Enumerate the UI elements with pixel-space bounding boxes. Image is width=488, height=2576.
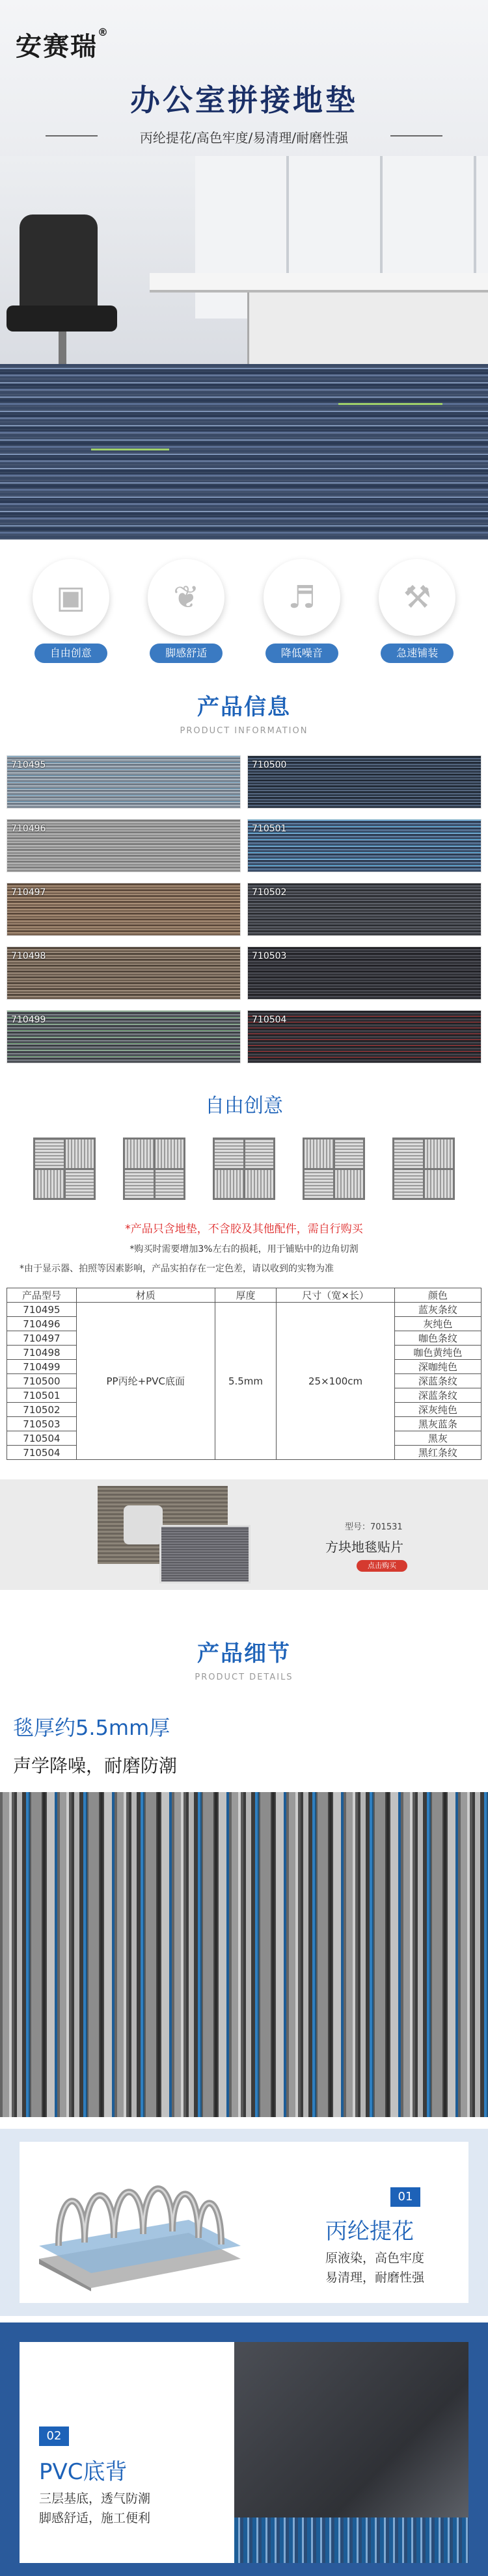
thickness-headline: 毯厚约5.5mm厚 — [13, 1715, 170, 1740]
product-details-section — [0, 1635, 488, 2576]
free-creative-section — [0, 1089, 488, 1275]
brand-name: 安赛瑞 — [16, 32, 98, 62]
notice-red: *产品只含地垫，不含胶及其他配件，需自行购买 — [125, 1223, 363, 1236]
section-heading — [0, 1635, 488, 1682]
section-subtitle: PRODUCT DETAILS — [195, 1672, 293, 1682]
cell-model: 710498 — [7, 1346, 77, 1360]
frame-icon: ▣ — [33, 559, 109, 636]
cell-color: 深灰纯色 — [394, 1403, 481, 1417]
column-header: 颜色 — [394, 1288, 481, 1303]
cell-model: 710495 — [7, 1303, 77, 1317]
divider-line — [390, 135, 442, 137]
cell-model: 710503 — [7, 1417, 77, 1431]
description-line: 三层基底，透气防潮 — [39, 2491, 151, 2506]
pp-card — [20, 2142, 468, 2303]
swatch-710499[interactable] — [7, 1010, 241, 1063]
swatch-710497[interactable] — [7, 883, 241, 936]
cell-model: 710500 — [7, 1374, 77, 1388]
feature-label: 急速铺装 — [381, 644, 454, 663]
speaker-ear-icon: ♬ — [264, 559, 340, 636]
layout-example — [213, 1138, 275, 1200]
cell-color: 深蓝条纹 — [394, 1374, 481, 1388]
cell-thickness: 5.5mm — [215, 1303, 277, 1460]
feature-label: 自由创意 — [34, 644, 107, 663]
cell-color: 黑灰蓝条 — [394, 1417, 481, 1431]
sticker-sample-image — [159, 1525, 251, 1583]
swatch-code: 710503 — [252, 951, 287, 961]
section-subtitle: PRODUCT INFORMATION — [180, 726, 308, 736]
swatch-code: 710498 — [11, 951, 46, 961]
cell-color: 深蓝条纹 — [394, 1388, 481, 1403]
pvc-backing-panel — [0, 2322, 488, 2576]
feature-description — [325, 2248, 424, 2287]
description-line: 脚感舒适，施工便利 — [39, 2511, 151, 2525]
carpet-closeup-image — [0, 1792, 488, 2117]
swatch-code: 710502 — [252, 887, 287, 898]
chair-back — [20, 215, 98, 312]
sticker-promo[interactable] — [0, 1479, 488, 1590]
column-header: 产品型号 — [7, 1288, 77, 1303]
column-header: 材质 — [76, 1288, 215, 1303]
table-row — [7, 1303, 481, 1317]
feature-list — [0, 540, 488, 670]
swatch-code: 710499 — [11, 1015, 46, 1025]
feature-number: 02 — [39, 2426, 69, 2446]
cell-color: 深咖纯色 — [394, 1360, 481, 1374]
swatch-710503[interactable] — [247, 946, 481, 1000]
notice-color-diff: *由于显示器、拍照等因素影响，产品实拍存在一定色差，请以收到的实物为准 — [20, 1264, 334, 1274]
brand-logo — [16, 26, 109, 63]
cell-model: 710504 — [7, 1431, 77, 1446]
cell-color: 黑灰 — [394, 1431, 481, 1446]
cell-material: PP丙纶+PVC底面 — [76, 1303, 215, 1460]
feature-description — [39, 2489, 150, 2528]
cell-color: 蓝灰条纹 — [394, 1303, 481, 1317]
product-info-section — [0, 689, 488, 1063]
carpet-accent-line — [91, 449, 169, 450]
swatch-710502[interactable] — [247, 883, 481, 936]
layout-example — [392, 1138, 455, 1200]
description-line: 易清理，耐磨性强 — [325, 2270, 425, 2285]
table-header-row — [7, 1288, 481, 1303]
chair-seat — [7, 306, 117, 332]
swatch-code: 710504 — [252, 1015, 287, 1025]
fiber-loop-illustration — [33, 2161, 247, 2291]
swatch-code: 710496 — [11, 824, 46, 834]
feature-number: 01 — [390, 2187, 420, 2207]
hero-title: 办公室拼接地垫 — [130, 83, 358, 118]
column-header: 厚度 — [215, 1288, 277, 1303]
cell-color: 黑红条纹 — [394, 1446, 481, 1460]
feature-comfort — [137, 559, 235, 670]
hero-banner — [0, 0, 488, 540]
registered-mark: ® — [98, 26, 109, 38]
layout-example — [303, 1138, 365, 1200]
cell-model: 710499 — [7, 1360, 77, 1374]
cell-model: 710497 — [7, 1331, 77, 1346]
swatch-710501[interactable] — [247, 819, 481, 872]
swatch-code: 710495 — [11, 760, 46, 770]
description-line: 原液染，高色牢度 — [325, 2251, 425, 2265]
free-creative-title: 自由创意 — [205, 1095, 283, 1117]
section-title: 产品细节 — [197, 1641, 291, 1667]
feature-label: 降低噪音 — [265, 644, 338, 663]
cell-model: 710501 — [7, 1388, 77, 1403]
cell-model: 710502 — [7, 1403, 77, 1417]
section-heading — [0, 689, 488, 736]
feature-label: 脚感舒适 — [150, 644, 223, 663]
cell-model: 710504 — [7, 1446, 77, 1460]
swatch-code: 710497 — [11, 887, 46, 898]
feature-creative — [22, 559, 120, 670]
layout-examples — [0, 1138, 488, 1200]
swatch-710498[interactable] — [7, 946, 241, 1000]
feature-install — [368, 559, 466, 670]
layout-example — [33, 1138, 96, 1200]
section-title: 产品信息 — [197, 694, 291, 720]
spec-table — [7, 1288, 481, 1460]
swatch-710496[interactable] — [7, 819, 241, 872]
swatch-710495[interactable] — [7, 755, 241, 809]
pp-jacquard-panel — [0, 2129, 488, 2316]
swatch-code: 710500 — [252, 760, 287, 770]
pvc-card — [20, 2342, 468, 2563]
cell-size: 25×100cm — [277, 1303, 394, 1460]
cell-color: 灰纯色 — [394, 1317, 481, 1331]
feature-noise — [253, 559, 351, 670]
swatch-grid — [0, 755, 488, 1063]
carpet-edge-image — [234, 2517, 468, 2563]
sticker-name: 方块地毯贴片 — [325, 1539, 403, 1555]
tools-icon: ⚒ — [379, 559, 455, 636]
office-desk — [150, 273, 488, 293]
layout-example — [123, 1138, 185, 1200]
hero-subtitle: 丙纶提花/高色牢度/易清理/耐磨性强 — [139, 130, 349, 146]
leaf-icon: ❦ — [148, 559, 224, 636]
swatch-710500[interactable] — [247, 755, 481, 809]
feature-name: 丙纶提花 — [325, 2218, 414, 2244]
buy-button[interactable]: 点击购买 — [357, 1560, 407, 1572]
carpet-accent-line — [338, 403, 442, 405]
sticker-pad-image — [124, 1505, 163, 1544]
cell-model: 710496 — [7, 1317, 77, 1331]
carpet-floor — [0, 364, 488, 540]
cell-color: 咖色条纹 — [394, 1331, 481, 1346]
cell-color: 咖色黄纯色 — [394, 1346, 481, 1360]
swatch-code: 710501 — [252, 824, 287, 834]
notice-loss: *购买时需要增加3%左右的损耗，用于铺贴中的边角切割 — [129, 1244, 359, 1255]
swatch-710504[interactable] — [247, 1010, 481, 1063]
acoustic-headline: 声学降噪，耐磨防潮 — [13, 1755, 178, 1776]
column-header: 尺寸（宽×长） — [277, 1288, 394, 1303]
feature-name: PVC底背 — [39, 2459, 128, 2485]
sticker-model: 型号：701531 — [345, 1522, 403, 1532]
